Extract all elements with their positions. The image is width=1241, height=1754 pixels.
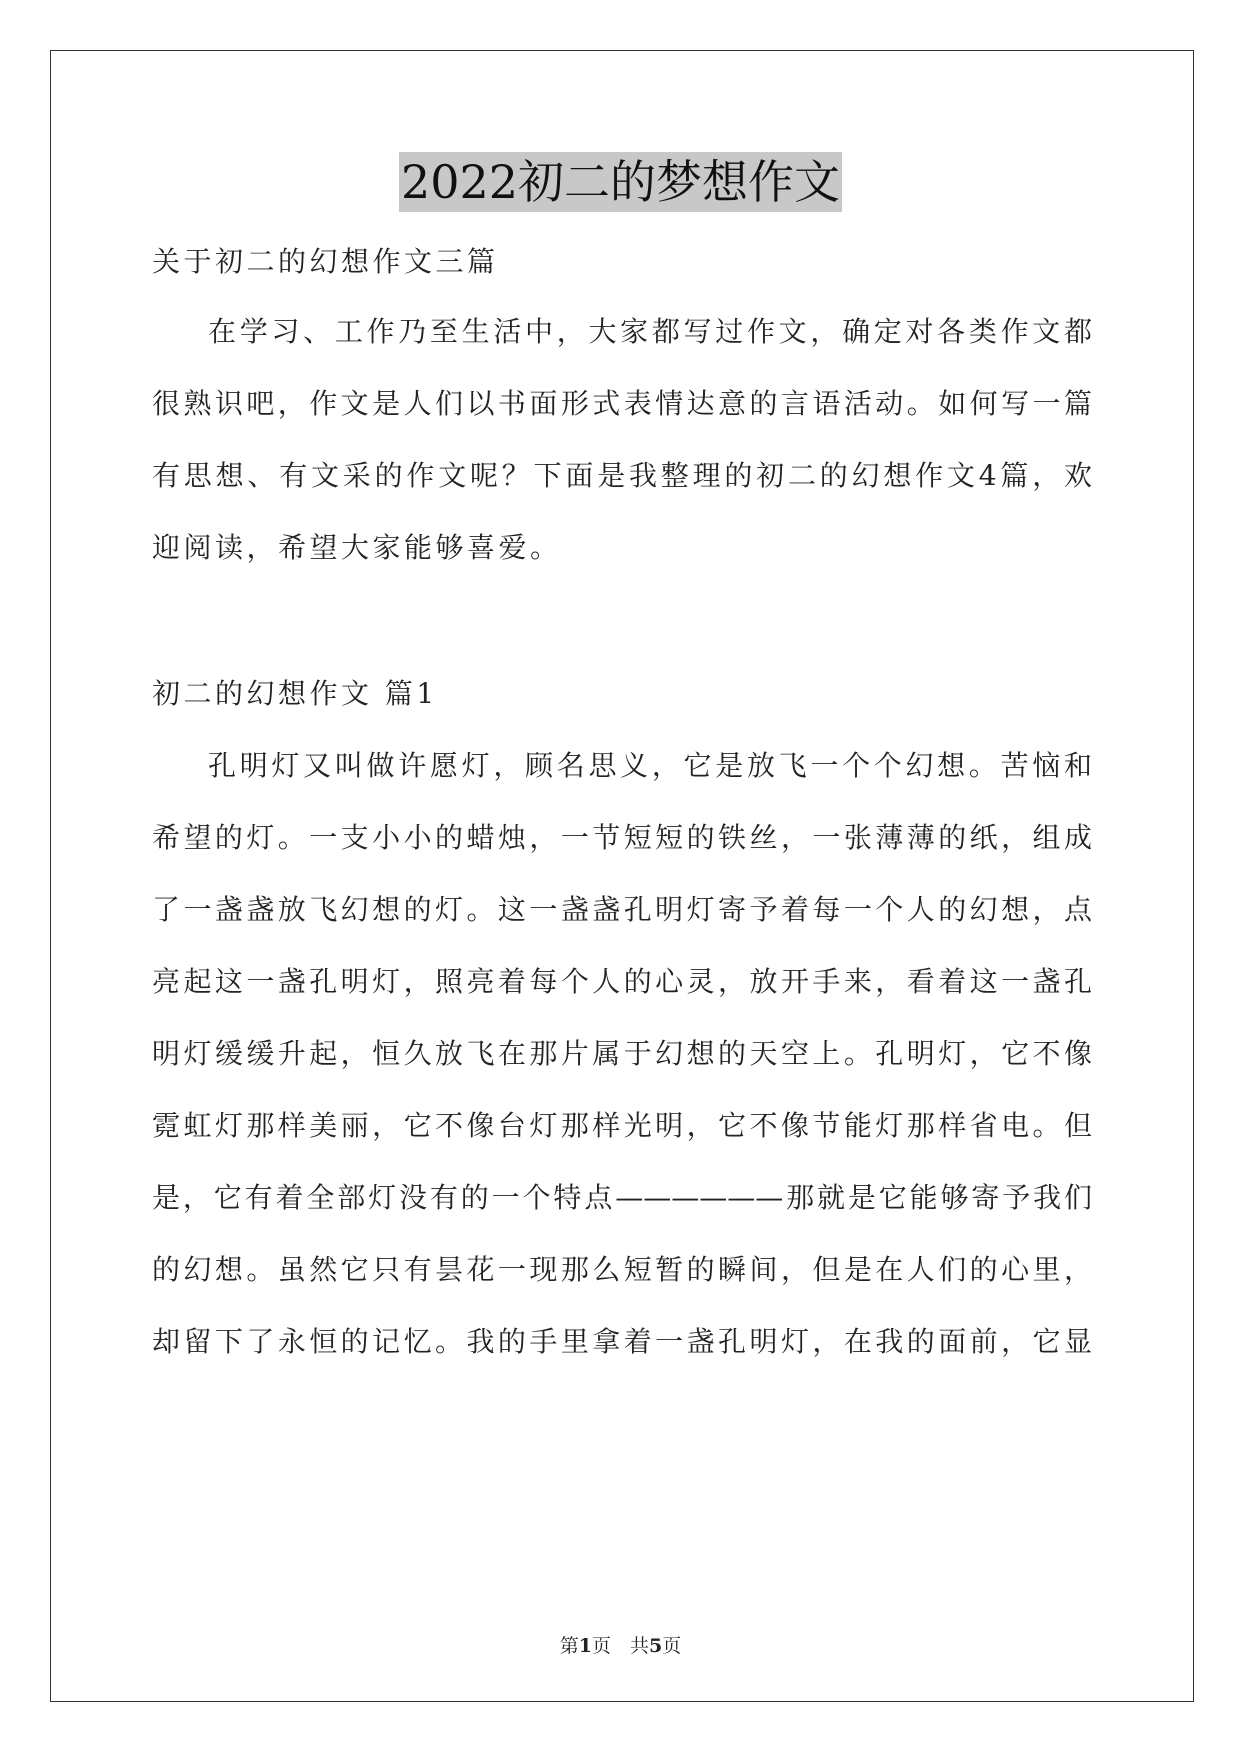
body-line: 的幻想。虽然它只有昙花一现那么短暂的瞬间，但是在人们的心里，: [152, 1253, 1092, 1286]
document-subtitle: 关于初二的幻想作文三篇: [152, 245, 499, 278]
title-container: [0, 152, 1241, 212]
intro-line: 迎阅读，希望大家能够喜爱。: [152, 531, 562, 564]
page-mid-text: 页 共: [591, 1635, 649, 1657]
page-border: [50, 50, 1194, 1702]
page-current-number: 1: [578, 1635, 592, 1657]
page-suffix: 页: [662, 1635, 682, 1657]
body-line: 亮起这一盏孔明灯，照亮着每个人的心灵，放开手来，看着这一盏孔: [152, 965, 1092, 998]
body-line: 却留下了永恒的记忆。我的手里拿着一盏孔明灯，在我的面前，它显: [152, 1325, 1092, 1358]
intro-line: 在学习、工作乃至生活中，大家都写过作文，确定对各类作文都: [208, 315, 1092, 348]
page-total-number: 5: [649, 1635, 663, 1657]
body-line: 霓虹灯那样美丽，它不像台灯那样光明，它不像节能灯那样省电。但: [152, 1109, 1092, 1142]
body-line: 明灯缓缓升起，恒久放飞在那片属于幻想的天空上。孔明灯，它不像: [152, 1037, 1092, 1070]
body-line: 是，它有着全部灯没有的一个特点——————那就是它能够寄予我们: [152, 1181, 1092, 1214]
page-footer: [0, 1634, 1241, 1658]
page-prefix: 第: [559, 1635, 579, 1657]
body-line: 希望的灯。一支小小的蜡烛，一节短短的铁丝，一张薄薄的纸，组成: [152, 821, 1092, 854]
intro-line: 有思想、有文采的作文呢？下面是我整理的初二的幻想作文4篇，欢: [152, 459, 1092, 492]
body-line: 孔明灯又叫做许愿灯，顾名思义，它是放飞一个个幻想。苦恼和: [208, 749, 1092, 782]
document-title: 2022初二的梦想作文: [399, 152, 842, 212]
intro-line: 很熟识吧，作文是人们以书面形式表情达意的言语活动。如何写一篇: [152, 387, 1092, 420]
body-line: 了一盏盏放飞幻想的灯。这一盏盏孔明灯寄予着每一个人的幻想，点: [152, 893, 1092, 926]
section-heading: 初二的幻想作文 篇1: [152, 677, 438, 710]
